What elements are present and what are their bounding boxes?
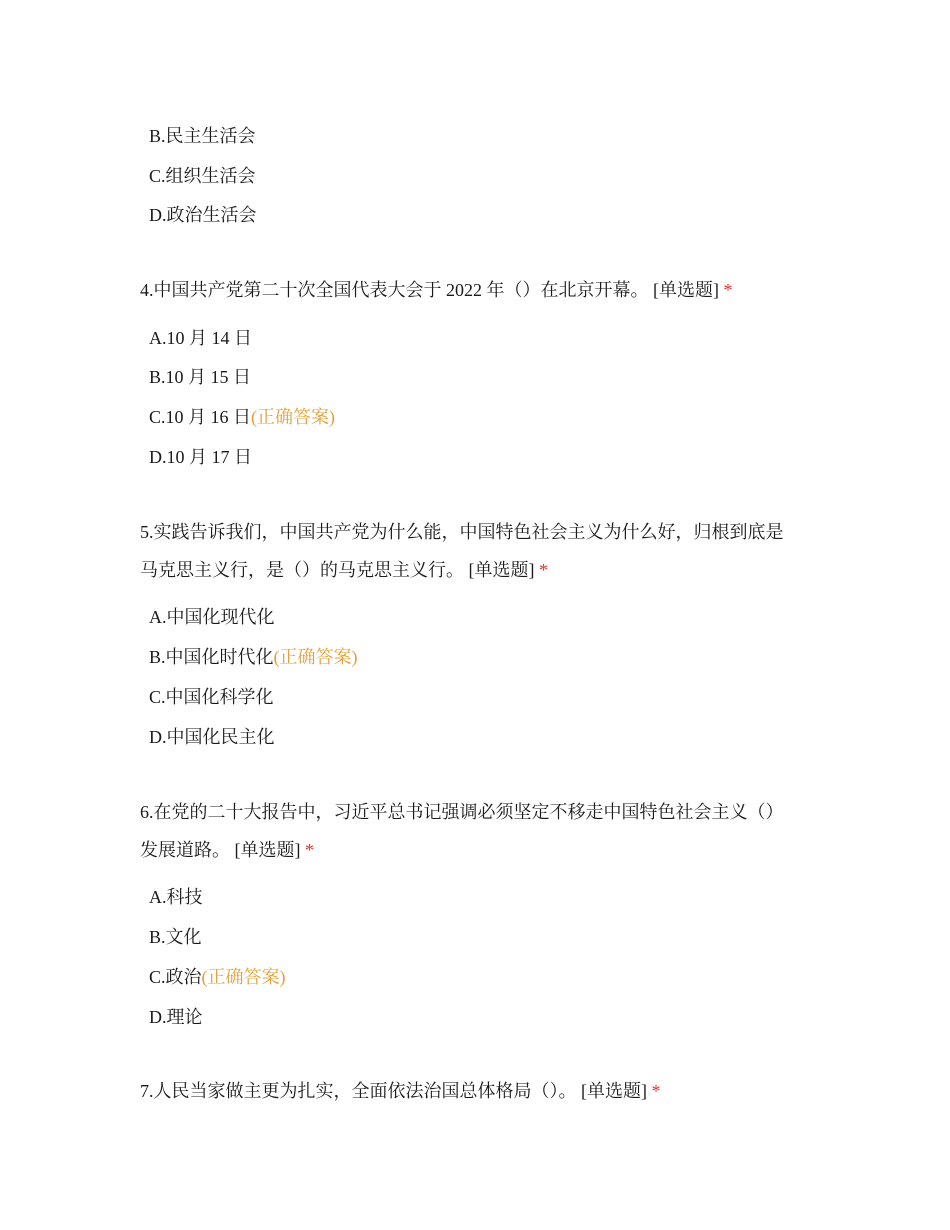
required-mark: * — [651, 1081, 661, 1101]
q4-title — [140, 271, 733, 309]
required-mark: * — [305, 840, 314, 860]
q7-title — [140, 1072, 661, 1110]
q3-option-c[interactable]: C.组织生活会 — [149, 166, 256, 186]
q6-option-a[interactable]: A.科技 — [149, 887, 203, 907]
q4-option-c-text: C.10 月 16 日 — [149, 407, 252, 427]
q3-option-d[interactable]: D.政治生活会 — [149, 205, 257, 225]
q5-option-d[interactable]: D.中国化民主化 — [149, 727, 275, 747]
q6-option-c-text: C.政治 — [149, 967, 202, 987]
correct-answer-label: (正确答案) — [273, 647, 358, 667]
q7-text: 7.人民当家做主更为扎实，全面依法治国总体格局（）。 [单选题] — [140, 1081, 647, 1101]
q5-option-b-text: B.中国化时代化 — [149, 647, 274, 667]
q5-title-line1: 5.实践告诉我们，中国共产党为什么能，中国特色社会主义为什么好，归根到底是 — [140, 522, 784, 542]
q5-option-c[interactable]: C.中国化科学化 — [149, 687, 274, 707]
q3-option-b[interactable]: B.民主生活会 — [149, 126, 256, 146]
q4-option-b[interactable]: B.10 月 15 日 — [149, 367, 252, 387]
required-mark: * — [539, 560, 548, 580]
q6-option-d[interactable]: D.理论 — [149, 1007, 203, 1027]
q6-option-b[interactable]: B.文化 — [149, 927, 202, 947]
correct-answer-label: (正确答案) — [251, 407, 336, 427]
q5-option-b[interactable] — [149, 643, 358, 669]
q6-title-line2 — [140, 831, 314, 869]
required-mark: * — [723, 280, 733, 300]
q4-option-a[interactable]: A.10 月 14 日 — [149, 328, 252, 348]
q5-option-a[interactable]: A.中国化现代化 — [149, 607, 275, 627]
q6-text: 发展道路。 [单选题] — [140, 840, 301, 860]
q6-title-line1: 6.在党的二十大报告中，习近平总书记强调必须坚定不移走中国特色社会主义（） — [140, 802, 784, 822]
q4-option-c[interactable] — [149, 403, 335, 429]
q4-option-d[interactable]: D.10 月 17 日 — [149, 447, 252, 467]
q5-title-line2 — [140, 551, 548, 589]
q5-text: 马克思主义行，是（）的马克思主义行。 [单选题] — [140, 560, 535, 580]
q6-option-c[interactable] — [149, 963, 286, 989]
q4-text: 4.中国共产党第二十次全国代表大会于 2022 年（）在北京开幕。 [单选题] — [140, 280, 719, 300]
correct-answer-label: (正确答案) — [201, 967, 286, 987]
